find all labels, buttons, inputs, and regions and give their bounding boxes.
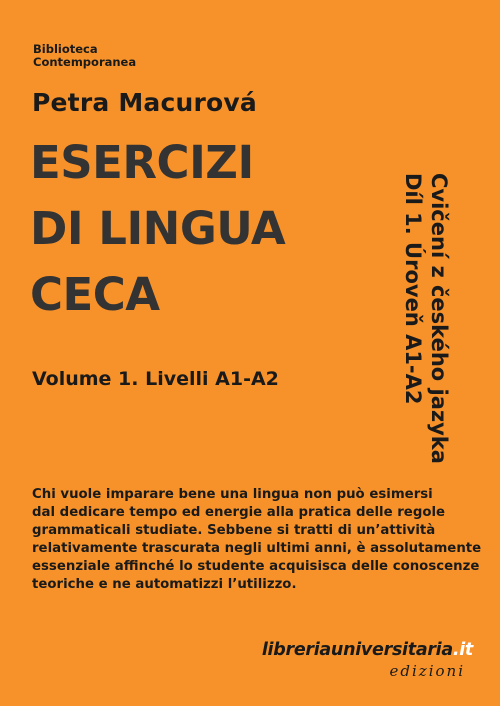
blurb-line: relativamente trascurata negli ultimi anni, è assolutamente [32, 541, 482, 556]
author-name: Petra Macurová [32, 88, 257, 117]
series-line-1: Biblioteca [33, 42, 98, 56]
volume-subtitle: Volume 1. Livelli A1-A2 [32, 368, 279, 390]
title-line-1: ESERCIZI [30, 136, 254, 189]
czech-title-line-1: Cvičení z českého jazyka [427, 173, 451, 464]
series-name [33, 43, 136, 69]
title-line-2: DI LINGUA [30, 202, 286, 255]
title-line-3: CECA [30, 268, 160, 321]
publisher-name-tld: .it [452, 640, 473, 660]
blurb-line: Chi vuole imparare bene una lingua non può esimersi [32, 487, 433, 502]
publisher-name [243, 640, 473, 660]
blurb-line: essenziale affinché lo studente acquisisca delle conoscenze [32, 559, 480, 574]
book-title [30, 130, 285, 328]
czech-title-vertical [400, 173, 452, 473]
publisher-imprint: edizioni [389, 662, 465, 680]
series-line-2: Contemporanea [33, 55, 137, 69]
blurb-line: dal dedicare tempo ed energie alla pratica delle regole [32, 505, 446, 520]
czech-title-line-2: Díl 1. Úroveň A1-A2 [401, 173, 425, 405]
publisher-logo [243, 640, 473, 680]
blurb-line: grammaticali studiate. Sebbene si tratti di un’attività [32, 523, 436, 538]
cover-blurb [32, 486, 482, 594]
blurb-line: teoriche e ne automatizzi l’utilizzo. [32, 577, 297, 592]
publisher-name-main: libreriauniversitaria [261, 640, 453, 660]
